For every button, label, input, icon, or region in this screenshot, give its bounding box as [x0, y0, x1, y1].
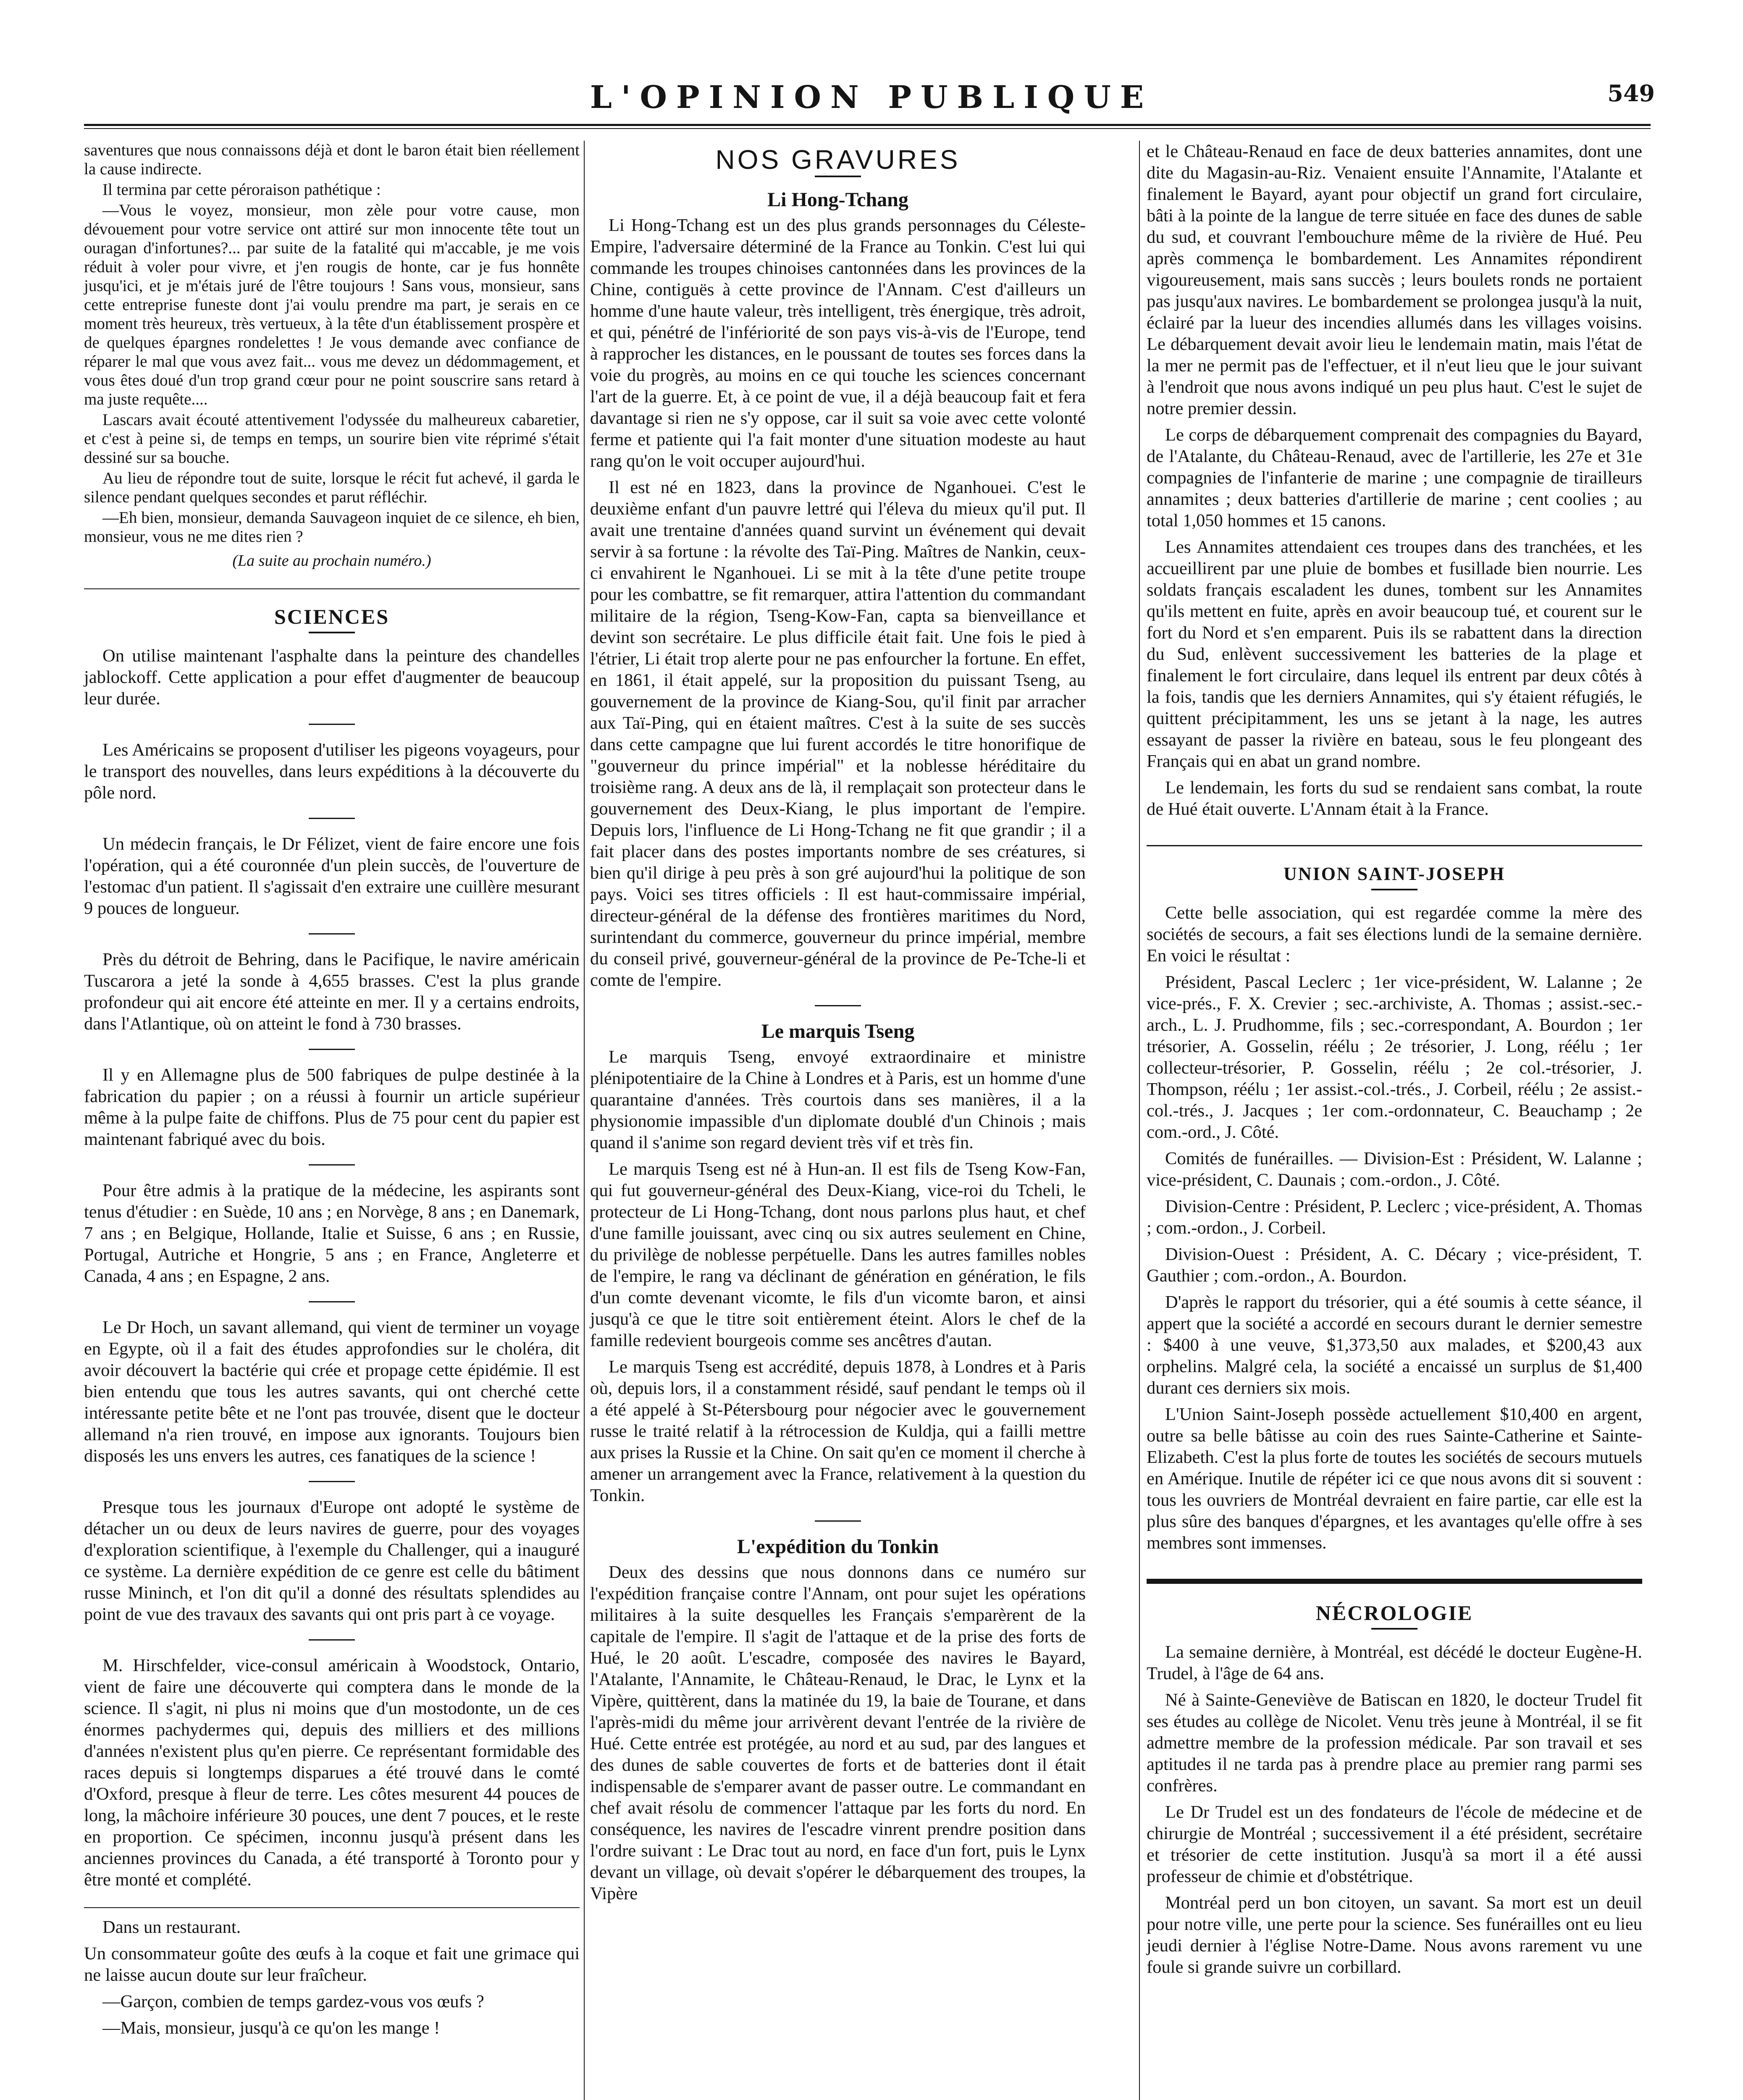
- serial-paragraph: Au lieu de répondre tout de suite, lorsque le récit fut achevé, il garda le silence pendant quelques secondes et parut réfléchir.: [84, 469, 580, 506]
- item-rule: [815, 1005, 861, 1006]
- serial-paragraph: —Vous le voyez, monsieur, mon zèle pour votre cause, mon dévouement pour votre service ont attiré sur mon innocente tête tout un ouragan d'infortunes?... par suite de la fatalité qui m'accable, je me vois réduit à voler pour vivre, et j'en rougis de honte, car je fus honnête jusqu'ici, et je m'étais juré de l'être toujours ! Sans vous, monsieur, sans cette entreprise funeste dont j'ai voulu prendre ma part, je serais en ce moment très heureux, très vertueux, à la tête d'un établissement prospère et de quelques épargnes rondelettes ! Je vous demande avec confiance de réparer le mal que vous avez fait... vous me devez un dédommagement, et vous êtes doué d'un trop grand cœur pour ne point souscrire sans retard à ma juste requête....: [84, 201, 580, 408]
- sciences-item: On utilise maintenant l'asphalte dans la peinture des chandelles jablockoff. Cette application a pour effet d'augmenter de beaucoup leur durée.: [84, 646, 580, 709]
- article-paragraph: Les Annamites attendaient ces troupes dans des tranchées, et les accueillirent par une pluie de bombes et fusillade bien nourrie. Les soldats français escaladent les dunes, tombent sur les Annamites qu'ils mettent en fuite, après en avoir beaucoup tué, et courent sur le fort du Nord et s'en emparent. Puis ils se rabattent dans la direction du Sud, enlèvent successivement les batteries de la plage et finalement le fort circulaire, dans lequel ils entrent par deux côtés à la fois, tandis que les derniers Annamites, qui s'y étaient réfugiés, le quittent précipitamment, les uns se jetant à la nage, les autres essayant de passer la rivière en bateau, sous le feu plongeant des Français qui en abat un grand nombre.: [1147, 537, 1642, 771]
- article-paragraph: Le Dr Trudel est un des fondateurs de l'école de médecine et de chirurgie de Montréal ; successivement il a été président, secrétaire et trésorier de cette institution. Jusqu'à sa mort il a été aussi professeur de chimie et d'obstétrique.: [1147, 1802, 1642, 1886]
- sciences-item: Pour être admis à la pratique de la médecine, les aspirants sont tenus d'étudier : en Suède, 10 ans ; en Norvège, 8 ans ; en Danemark, 7 ans ; en Belgique, Hollande, Italie et Suisse, 6 ans ; en Russie, Portugal, Autriche et Hongrie, 5 ans ; en France, Angleterre et Canada, 4 ans ; en Espagne, 2 ans.: [84, 1181, 580, 1286]
- heading-rule: [1371, 1628, 1418, 1630]
- sciences-item: Il y en Allemagne plus de 500 fabriques de pulpe destinée à la fabrication du papier ; on a réussi à fournir un article supérieur même à la pulpe faite de chiffons. Plus de 75 pour cent du papier est maintenant fabriqué avec du bois.: [84, 1065, 580, 1149]
- serial-paragraph: saventures que nous connaissons déjà et dont le baron était bien réellement la cause indirecte.: [84, 141, 580, 178]
- serial-paragraph: Lascars avait écouté attentivement l'odyssée du malheureux cabaretier, et c'est à peine si, de temps en temps, un sourire bien vite réprimé s'était dessiné sur sa bouche.: [84, 411, 580, 467]
- article-paragraph: Cette belle association, qui est regardée comme la mère des sociétés de secours, a fait ses élections lundi de la semaine dernière. En voici le résultat :: [1147, 903, 1642, 966]
- sciences-item: Le Dr Hoch, un savant allemand, qui vient de terminer un voyage en Egypte, où il a fait des études approfondies sur le choléra, dit avoir découvert la bactérie qui crée et propage cette épidémie. Il est bien entendu que tous les autres savants, qui ont cherché cette intéressante petite bête et ne l'ont pas trouvée, disent que le docteur allemand n'a rien trouvé, en impose aux ignorants. Toujours bien disposés les uns envers les autres, ces fanatiques de la science !: [84, 1318, 580, 1466]
- section-rule-thick: [1147, 1579, 1642, 1584]
- article-paragraph: Division-Ouest : Président, A. C. Décary ; vice-président, T. Gauthier ; com.-ordon., A. Bourdon.: [1147, 1244, 1642, 1286]
- section-rule: [84, 1907, 580, 1908]
- marquis-tseng-heading: Le marquis Tseng: [761, 1020, 915, 1042]
- column-divider: [1139, 141, 1140, 2100]
- item-rule: [309, 818, 355, 819]
- section-rule: [84, 588, 580, 589]
- article-paragraph: Comités de funérailles. — Division-Est : Président, W. Lalanne ; vice-président, C. Daunais ; com.-ordon., J. Côté.: [1147, 1149, 1642, 1190]
- column-1: [84, 141, 580, 2044]
- sciences-item: Les Américains se proposent d'utiliser les pigeons voyageurs, pour le transport des nouvelles, dans leurs expéditions à la découverte du pôle nord.: [84, 740, 580, 803]
- article-paragraph: La semaine dernière, à Montréal, est décédé le docteur Eugène-H. Trudel, à l'âge de 64 ans.: [1147, 1642, 1642, 1683]
- item-rule: [309, 1049, 355, 1050]
- article-paragraph: Le lendemain, les forts du sud se rendaient sans combat, la route de Hué était ouverte. L'Annam était à la France.: [1147, 778, 1642, 819]
- joke-line: —Garçon, combien de temps gardez-vous vos œufs ?: [102, 1992, 484, 2011]
- joke-line: Dans un restaurant.: [102, 1917, 241, 1937]
- joke-line: Un consommateur goûte des œufs à la coque et fait une grimace qui ne laisse aucun doute sur leur fraîcheur.: [84, 1944, 580, 1985]
- column-2: [590, 141, 1086, 1909]
- serial-paragraph: Il termina par cette péroraison pathétique :: [102, 181, 381, 199]
- union-saint-joseph-heading: UNION SAINT-JOSEPH: [1284, 864, 1505, 884]
- serial-paragraph: —Eh bien, monsieur, demanda Sauvageon inquiet de ce silence, eh bien, monsieur, vous ne me dites rien ?: [84, 509, 580, 546]
- article-paragraph: Le corps de débarquement comprenait des compagnies du Bayard, de l'Atalante, du Château-Renaud, avec de l'artillerie, les 27e et 31e compagnies de l'infanterie de marine ; une compagnie de tirailleurs annamites ; deux batteries d'artillerie de marine ; cent coolies ; au total 1,050 hommes et 15 canons.: [1147, 425, 1642, 530]
- sciences-item: Presque tous les journaux d'Europe ont adopté le système de détacher un ou deux de leurs navires de guerre, pour des voyages d'exploration scientifique, à l'exemple du Challenger, qui a inauguré ce système. La dernière expédition de ce genre est celle du bâtiment russe Mininch, et l'on dit qu'il a donné des résultats splendides au point de vue des travaux des savants qui ont pris part à ce voyage.: [84, 1497, 580, 1624]
- masthead-rule: [84, 124, 1651, 126]
- article-paragraph: Li Hong-Tchang est un des plus grands personnages du Céleste-Empire, l'adversaire déterminé de la France au Tonkin. C'est lui qui commande les troupes chinoises cantonnées dans les provinces de la Chine, contiguës à cette province de l'Annam. C'est d'ailleurs un homme d'une haute valeur, très intelligent, très énergique, très adroit, et qui, pénétré de l'infériorité de son pays vis-à-vis de l'Europe, tend à rapprocher les distances, en le poussant de toutes ses forces dans la voie du progrès, au moins en ce qui touche les sciences concernant l'art de la guerre. Et, à ce point de vue, il a déjà beaucoup fait et fera davantage si rien ne s'y oppose, car il suit sa voie avec cette volonté ferme et patiente qui l'a fait monter d'une situation modeste au haut rang qu'on le voit occuper aujourd'hui.: [590, 215, 1086, 471]
- heading-rule: [309, 632, 355, 633]
- article-paragraph: Président, Pascal Leclerc ; 1er vice-président, W. Lalanne ; 2e vice-prés., F. X. Crevier ; sec.-archiviste, A. Thomas ; assist.-sec.-arch., L. J. Prudhomme, fils ; sec.-correspondant, A. Bourdon ; 1er trésorier, A. Gosselin, réélu ; 2e trésorier, J. Long, réélu ; 1er collecteur-trésorier, P. Gosselin, réélu ; 2e col.-trésorier, J. Thompson, réélu ; 1er assist.-col.-trés., J. Corbeil, réélu ; 2e assist.-col.-trés., J. Jacques ; 1er com.-ordonnateur, C. Beauchamp ; 2e com.-ord., J. Côté.: [1147, 972, 1642, 1142]
- item-rule: [309, 1481, 355, 1482]
- item-rule: [815, 1520, 861, 1522]
- item-rule: [309, 1301, 355, 1302]
- serial-note: (La suite au prochain numéro.): [232, 552, 431, 570]
- heading-rule: [1371, 889, 1418, 890]
- article-paragraph: Division-Centre : Président, P. Leclerc ; vice-président, A. Thomas ; com.-ordon., J. Corbeil.: [1147, 1197, 1642, 1238]
- section-rule: [1147, 845, 1642, 846]
- joke-line: —Mais, monsieur, jusqu'à ce qu'on les mange !: [102, 2018, 440, 2038]
- article-paragraph: et le Château-Renaud en face de deux batteries annamites, dont une dite du Magasin-au-Riz. Venaient ensuite l'Annamite, l'Atalante et finalement le Bayard, ayant pour objectif un grand fort circulaire, bâti à la pointe de la langue de terre située en face des dunes de sable du sud, et couvrant l'embouchure même de la rivière de Hué. Peu après commença le bombardement. Les Annamites répondirent vigoureusement, mais sans succès ; leurs boulets ronds ne portaient pas jusqu'aux navires. Le bombardement se prolongea jusqu'à la nuit, éclairé par la lueur des incendies allumés dans les villages voisins. Le débarquement devait avoir lieu le lendemain matin, mais l'état de la mer ne permit pas de l'effectuer, et il n'eut lieu que le jour suivant à l'endroit que nous avons indiqué un peu plus haut. C'est le sujet de notre premier dessin.: [1147, 142, 1642, 418]
- sciences-heading: SCIENCES: [274, 605, 390, 628]
- article-paragraph: Le marquis Tseng, envoyé extraordinaire et ministre plénipotentiaire de la Chine à Londres et à Paris, est un homme d'une quarantaine d'années. Très courtois dans ses manières, il a la physionomie impassible d'un diplomate doublé d'un Chinois ; mais quand il s'anime son regard devient très vif et très fin.: [590, 1047, 1086, 1152]
- article-paragraph: Né à Sainte-Geneviève de Batiscan en 1820, le docteur Trudel fit ses études au collège de Nicolet. Venu très jeune à Montréal, il se fit admettre membre de la profession médicale. Par son travail et ses aptitudes il ne tarda pas à prendre place au premier rang parmi ses confrères.: [1147, 1690, 1642, 1796]
- item-rule: [309, 724, 355, 725]
- masthead-rule-thin: [84, 128, 1651, 129]
- article-paragraph: Le marquis Tseng est accrédité, depuis 1878, à Londres et à Paris où, depuis lors, il a constamment résidé, sauf pendant le temps où il a été appelé à St-Pétersbourg pour négocier avec le gouvernement russe le traité relatif à la rétrocession de Kuldja, qui a failli mettre aux prises la Russie et la Chine. On sait qu'en ce moment il cherche à amener un arrangement avec la France, relativement à la question du Tonkin.: [590, 1357, 1086, 1505]
- article-paragraph: L'Union Saint-Joseph possède actuellement $10,400 en argent, outre sa belle bâtisse au coin des rues Sainte-Catherine et Sainte-Elizabeth. C'est la plus forte de toutes les sociétés de secours mutuels en Amérique. Inutile de répéter ici ce que nous avons dit si souvent : tous les ouvriers de Montréal devraient en faire partie, car elle est la plus sûre des banques d'épargnes, et les avantages qu'elle offre à ses membres sont immenses.: [1147, 1404, 1642, 1553]
- expedition-tonkin-heading: L'expédition du Tonkin: [737, 1536, 939, 1558]
- necrologie-heading: NÉCROLOGIE: [1315, 1601, 1473, 1625]
- article-paragraph: Montréal perd un bon citoyen, un savant. Sa mort est un deuil pour notre ville, une perte pour la science. Ses funérailles ont eu lieu jeudi dernier à l'église Notre-Dame. Nous avons rarement vu une foule si grande suivre un corbillard.: [1147, 1893, 1642, 1977]
- sciences-item: Près du détroit de Behring, dans le Pacifique, le navire américain Tuscarora a jeté la sonde à 4,655 brasses. C'est la plus grande profondeur qui ait encore été atteinte en mer. Il y a certains endroits, dans l'Atlantique, où on atteint le fond à 730 brasses.: [84, 950, 580, 1034]
- article-paragraph: D'après le rapport du trésorier, qui a été soumis à cette séance, il appert que la société a accordé en secours durant le dernier semestre : $400 à une veuve, $1,373,50 aux malades, et $200,43 aux orphelins. Malgré cela, la société a encaissé un surplus de $1,400 durant ces derniers six mois.: [1147, 1292, 1642, 1398]
- masthead-title: L'OPINION PUBLIQUE: [590, 79, 1153, 116]
- nos-gravures-heading: NOS GRAVURES: [715, 144, 961, 175]
- heading-rule: [815, 176, 861, 177]
- item-rule: [309, 1639, 355, 1641]
- item-rule: [309, 933, 355, 934]
- li-hong-tchang-heading: Li Hong-Tchang: [767, 189, 908, 211]
- sciences-item: M. Hirschfelder, vice-consul américain à Woodstock, Ontario, vient de faire une découverte qui comptera dans le monde de la science. Il s'agit, ni plus ni moins que d'un mostodonte, un de ces énormes pachydermes qui, depuis des milliers et des millions d'années n'existent plus qu'en pierre. Ce représentant formidable des races depuis si longtemps disparues a été trouvé dans le comté d'Oxford, presque à fleur de terre. Les côtes mesurent 44 pouces de long, la mâchoire inférieure 30 pouces, une dent 7 pouces, et le reste en proportion. Ce spécimen, inconnu jusqu'à présent dans les anciennes provinces du Canada, a été transporté à Toronto pour y être monté et complété.: [84, 1656, 580, 1890]
- article-paragraph: Il est né en 1823, dans la province de Nganhouei. C'est le deuxième enfant d'un pauvre lettré qui l'éleva du mieux qu'il put. Il avait une trentaine d'années quand survint un événement qui devait servir à sa fortune : la révolte des Taï-Ping. Maîtres de Nankin, ceux-ci envahirent le Nganhouei. Li se mit à la tête d'une petite troupe pour les combattre, se fit remarquer, attira l'attention du commandant militaire de la région, Tseng-Kow-Fan, capta sa bienveillance et devint son secrétaire. Le plus difficile était fait. Une fois le pied à l'étrier, Li était trop alerte pour ne pas enfourcher la fortune. En effet, en 1861, il était appelé, sur la proposition du puissant Tseng, au gouvernement de la province de Kiang-Sou, qu'il finit par arracher aux Taï-Ping, qui en étaient maîtres. C'est à la suite de ses succès dans cette campagne que lui furent accordés le titre honorifique de "gouverneur du prince impérial" et la noblesse héréditaire du troisième rang. A deux ans de là, il remplaçait son protecteur dans le gouvernement des Deux-Kiang, le plus important de l'empire. Depuis lors, l'influence de Li Hong-Tchang ne fit que grandir ; il a fait placer dans des postes importants nombre de ses créatures, si bien qu'il dirige à peu près à son gré aujourd'hui la politique de son pays. Voici ses titres officiels : Il est haut-commissaire impérial, directeur-général de la défense des frontières maritimes du Nord, surintendant du commerce, gouverneur du prince impérial, membre du conseil privé, gouverneur-général de la province de Pe-Tche-li et comte de l'empire.: [590, 478, 1086, 990]
- item-rule: [309, 1164, 355, 1166]
- column-3: [1147, 141, 1642, 1983]
- sciences-item: Un médecin français, le Dr Félizet, vient de faire encore une fois l'opération, qui a été couronnée d'un plein succès, de l'ouverture de l'estomac d'un patient. Il s'agissait d'en extraire une cuillère mesurant 9 pouces de longueur.: [84, 834, 580, 918]
- article-paragraph: Deux des dessins que nous donnons dans ce numéro sur l'expédition française contre l'Annam, ont pour sujet les opérations militaires à la suite desquelles les Français s'emparèrent de la capitale de l'empire. Il s'agit de l'attaque et de la prise des forts de Hué, le 20 août. L'escadre, composée des navires le Bayard, l'Atalante, l'Annamite, le Château-Renaud, le Drac, le Lynx et la Vipère, quittèrent, dans la matinée du 19, la baie de Tourane, et dans l'après-midi du même jour arrivèrent devant l'entrée de la rivière de Hué. Cette entrée est protégée, au nord et au sud, par des langues et des dunes de sable couvertes de forts et de batteries dont il était indispensable de s'emparer avant de passer outre. Le commandant en chef avait résolu de commencer l'attaque par les forts du nord. En conséquence, les navires de l'escadre vinrent prendre position dans l'ordre suivant : Le Drac tout au nord, en face d'un fort, puis le Lynx devant un village, où devait s'opérer le débarquement des troupes, la Vipère: [590, 1562, 1086, 1903]
- page-number: 549: [1607, 80, 1655, 107]
- column-divider: [584, 141, 585, 2100]
- article-paragraph: Le marquis Tseng est né à Hun-an. Il est fils de Tseng Kow-Fan, qui fut gouverneur-général des Deux-Kiang, vice-roi du Tcheli, le protecteur de Li Hong-Tchang, dont nous parlons plus haut, et chef d'une famille jouissant, avec cinq ou six autres seulement en Chine, du privilège de noblesse perpétuelle. Dans les autres familles nobles de l'empire, le rang va déclinant de génération en génération, le fils d'un comte devenant vicomte, le fils d'un vicomte baron, et ainsi jusqu'à ce que le titre soit entièrement éteint. Alors le chef de la famille redevient bourgeois comme ses ancêtres d'autan.: [590, 1159, 1086, 1350]
